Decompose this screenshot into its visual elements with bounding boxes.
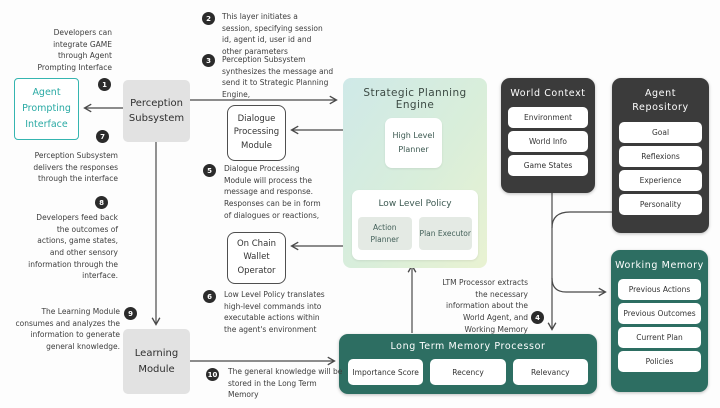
node-agent-prompting-interface <box>14 78 79 140</box>
working-memory-item <box>618 351 701 372</box>
step-3-badge: 3 <box>202 54 215 67</box>
step-5-note: Dialogue Processing Module will process the message and response. Responses can be in form of dialogues or reactions, <box>224 164 321 220</box>
item-label: Environment <box>524 113 572 123</box>
item-label: Relevancy <box>531 367 570 377</box>
item-label: Goal <box>651 127 670 137</box>
container-strategic-planning-engine <box>343 78 487 268</box>
step-7-badge: 7 <box>96 130 109 143</box>
step-5-badge: 5 <box>203 164 216 177</box>
container-title: Strategic Planning Engine <box>363 87 467 111</box>
step-2-badge: 2 <box>202 12 215 25</box>
container-world-context <box>501 78 595 193</box>
step-8-badge: 8 <box>95 196 108 209</box>
step-2-note: This layer initiates a session, specifying session id, agent id, user id and other parameters <box>222 12 323 56</box>
item-label: Previous Outcomes <box>623 309 696 319</box>
node-label: High Level Planner <box>392 131 435 154</box>
node-label: On Chain Wallet Operator <box>236 238 277 276</box>
item-label: Policies <box>645 357 674 367</box>
node-high-level-planner <box>385 118 442 168</box>
node-plan-executor <box>419 217 473 250</box>
step-1-note: Developers can integrate GAME through Agent Prompting Interface <box>37 28 112 72</box>
item-label: Experience <box>639 175 682 185</box>
node-low-level-policy <box>352 190 478 260</box>
step-6-note: Low Level Policy translates high-level commands into executable actions within the agent's environment <box>224 290 325 334</box>
step-9-badge: 9 <box>124 307 137 320</box>
edge-to-working-memory <box>552 278 605 292</box>
node-action-planner <box>358 217 412 250</box>
world-context-item <box>508 131 588 152</box>
node-label: Dialogue Processing Module <box>233 113 280 151</box>
node-label: Action Planner <box>370 223 399 244</box>
node-perception-subsystem <box>123 80 190 142</box>
llp-row <box>352 209 478 250</box>
agent-repository-item <box>619 146 702 167</box>
step-10-note: The general knowledge will be stored in the Long Term Memory <box>228 367 343 400</box>
step-3-note: Perception Subsystem synthesizes the message and send it to Strategic Planning Engine, <box>222 55 334 99</box>
world-context-item <box>508 107 588 128</box>
agent-repository-item <box>619 170 702 191</box>
step-6-badge: 6 <box>203 290 216 303</box>
step-7-note: Perception Subsystem delivers the responses through the interface <box>33 151 118 184</box>
step-1-badge: 1 <box>98 78 111 91</box>
container-title: Working Memory <box>615 260 704 271</box>
ltm-item <box>513 359 588 385</box>
container-title: Long Term Memory Processor <box>390 341 546 352</box>
container-title: World Context <box>510 88 586 99</box>
working-memory-item <box>618 303 701 324</box>
working-memory-item <box>618 279 701 300</box>
step-8-note: Developers feed back the outcomes of actions, game states, and other sensory information through the interface. <box>28 213 118 281</box>
container-ltm-processor <box>339 334 597 394</box>
ltm-item <box>348 359 423 385</box>
step-9-note: The Learning Module consumes and analyzes the information to generate general knowledge. <box>15 307 120 351</box>
node-label: Plan Executor <box>419 228 471 238</box>
node-on-chain-wallet-operator <box>227 232 286 284</box>
working-memory-item <box>618 327 701 348</box>
agent-repository-item <box>619 194 702 215</box>
item-label: World Info <box>528 137 568 147</box>
step-4-badge: 4 <box>531 311 544 324</box>
ltm-row <box>339 354 597 385</box>
agent-repository-item <box>619 122 702 143</box>
ltm-item <box>430 359 505 385</box>
container-agent-repository <box>612 78 709 233</box>
node-learning-module <box>123 329 190 394</box>
edge-repository-join <box>552 212 612 228</box>
node-dialogue-processing-module <box>227 105 286 161</box>
node-label: Learning Module <box>134 348 179 375</box>
world-context-item <box>508 155 588 176</box>
item-label: Recency <box>452 367 484 377</box>
node-label: Perception Subsystem <box>128 97 185 124</box>
item-label: Previous Actions <box>628 285 691 295</box>
item-label: Personality <box>639 199 682 209</box>
container-working-memory <box>611 250 708 392</box>
item-label: Reflexions <box>641 151 680 161</box>
node-label: Agent Prompting Interface <box>22 86 71 131</box>
item-label: Game States <box>523 161 573 171</box>
item-label: Current Plan <box>636 333 683 343</box>
step-10-badge: 10 <box>206 368 219 381</box>
item-label: Importance Score <box>352 367 419 377</box>
container-title: Agent Repository <box>632 88 689 114</box>
node-label: Low Level Policy <box>378 199 452 209</box>
step-4-note: LTM Processor extracts the necessary information about the World Agent, and Working Memory <box>442 278 528 334</box>
